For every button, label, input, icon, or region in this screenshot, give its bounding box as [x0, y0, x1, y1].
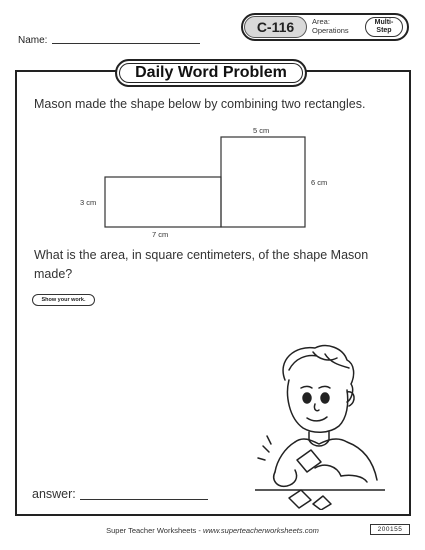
- tag-line1: Multi-: [374, 19, 394, 26]
- tag-line2: Step: [376, 27, 392, 34]
- worksheet-code: C-116: [244, 16, 307, 38]
- footer-separator: -: [196, 526, 203, 535]
- page-title: Daily Word Problem: [115, 59, 307, 87]
- wide-rectangle: [105, 177, 221, 227]
- boy-illustration: [255, 340, 385, 510]
- footer-url[interactable]: www.superteacherworksheets.com: [202, 526, 319, 535]
- answer-label: answer:: [32, 487, 76, 501]
- footer: [0, 526, 425, 535]
- topic-line1: Area:: [312, 17, 330, 26]
- left-dimension-label: 3 cm: [80, 198, 97, 207]
- right-dimension-label: 6 cm: [311, 178, 328, 187]
- top-dimension-label: 5 cm: [253, 126, 270, 135]
- answer-line[interactable]: [80, 499, 208, 500]
- show-work-label: Show your work.: [32, 294, 95, 306]
- footer-brand: Super Teacher Worksheets: [106, 526, 197, 535]
- tall-rectangle: [221, 137, 305, 227]
- bottom-dimension-label: 7 cm: [152, 230, 169, 239]
- problem-text: Mason made the shape below by combining two rectangles.: [34, 97, 366, 111]
- reference-code: 200155: [370, 524, 410, 535]
- topic-line2: Operations: [312, 26, 349, 35]
- question-text: What is the area, in square centimeters, of the shape Mason made?: [34, 248, 369, 281]
- name-label: Name:: [18, 35, 48, 46]
